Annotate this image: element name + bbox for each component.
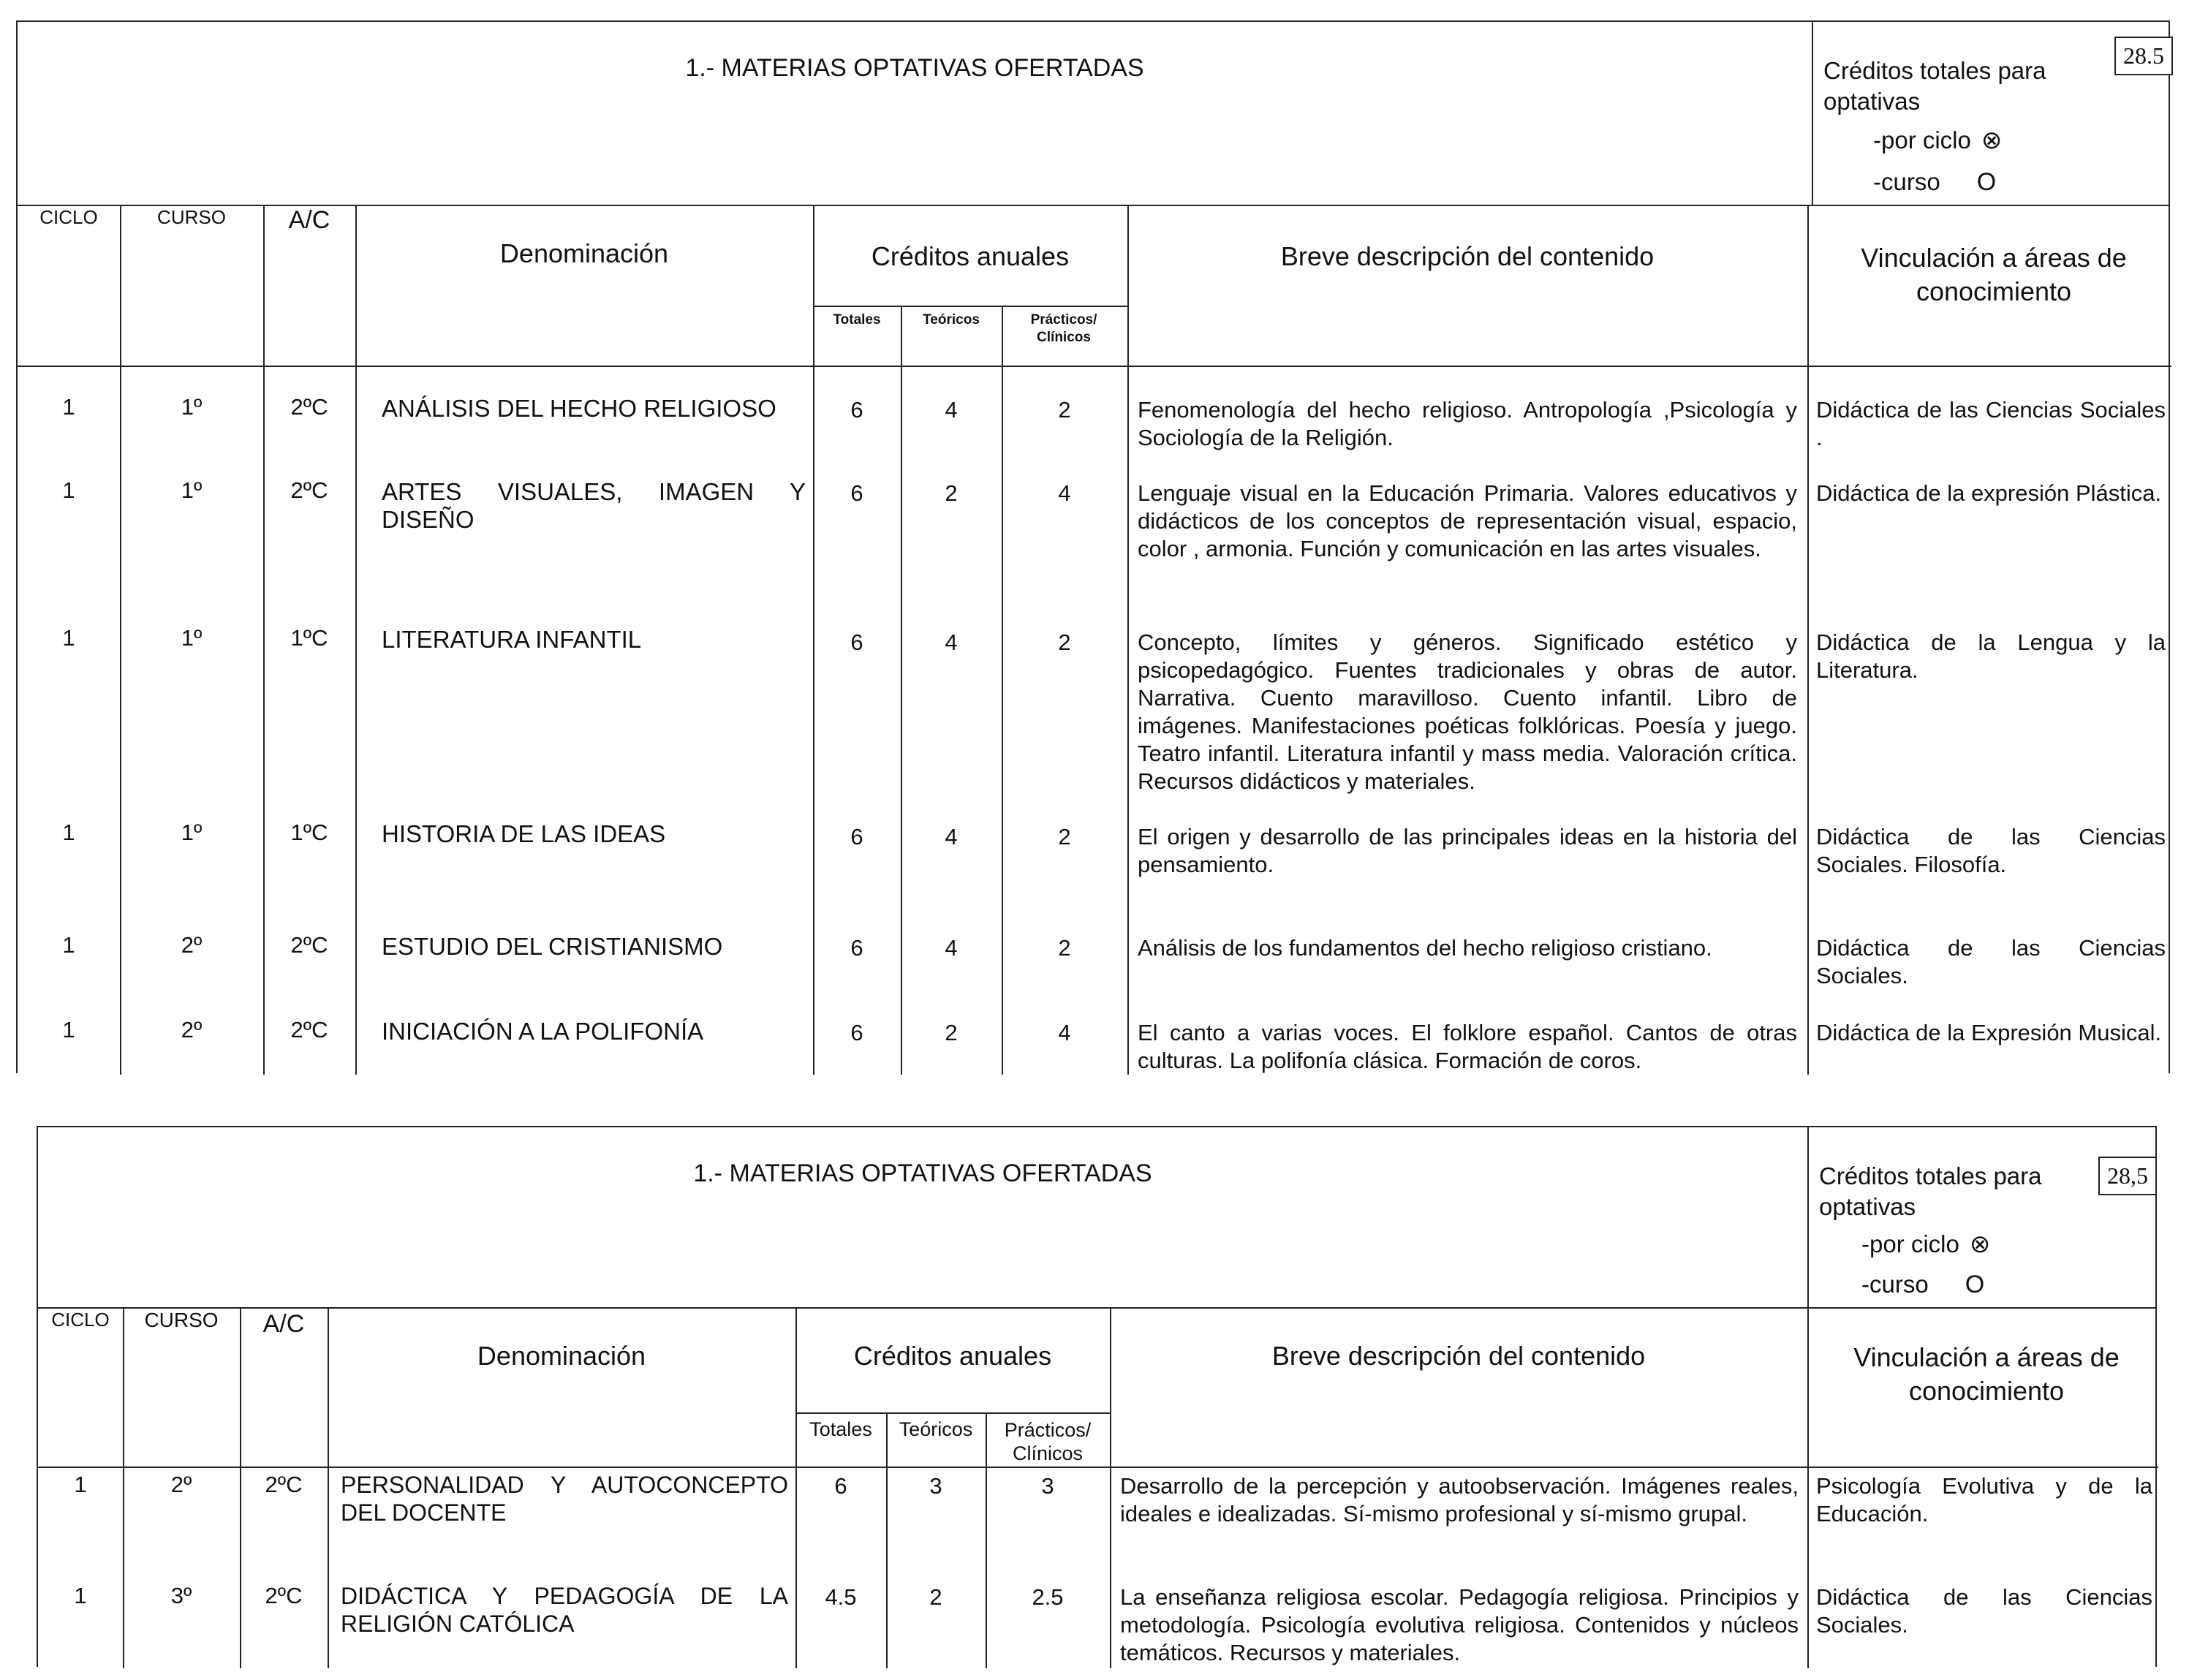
creditos-box	[1807, 1127, 2155, 1307]
cell-practicos: 2.5	[1032, 1584, 1064, 1610]
empty-circle-icon: O	[1965, 1271, 1985, 1298]
header-ciclo: CICLO	[39, 206, 98, 228]
cell-descripcion: El origen y desarrollo de las principales ideas en la historia del pensamiento.	[1138, 824, 1797, 877]
cell-teoricos: 3	[929, 1473, 942, 1499]
cell-ciclo: 1	[62, 477, 75, 503]
header-curso: CURSO	[157, 206, 226, 228]
cell-ciclo: 1	[74, 1583, 87, 1608]
cell-practicos: 2	[1058, 824, 1071, 850]
curso-label: -curso	[1861, 1271, 1929, 1298]
cell-totales: 6	[834, 1473, 847, 1499]
header-ciclo: CICLO	[51, 1309, 110, 1331]
curso-option	[1861, 1271, 1984, 1299]
creditos-value: 28.5	[2114, 37, 2173, 75]
cell-practicos: 2	[1058, 397, 1071, 423]
cell-teoricos: 4	[945, 824, 958, 850]
cell-vinculacion: Didáctica de las Ciencias Sociales.	[1816, 1584, 2152, 1638]
cell-curso: 2º	[181, 1017, 203, 1043]
cell-practicos: 3	[1041, 1473, 1054, 1499]
cell-denominacion: LITERATURA INFANTIL	[382, 626, 642, 653]
cell-teoricos: 2	[945, 1020, 958, 1045]
cell-vinculacion: Didáctica de las Ciencias Sociales.	[1816, 935, 2166, 988]
cell-ac: 1ºC	[290, 820, 328, 845]
header-vinculacion: Vinculación a áreas de conocimiento	[1861, 243, 2127, 306]
header-ac: A/C	[288, 206, 330, 234]
header-totales: Totales	[809, 1418, 872, 1440]
cell-vinculacion: Didáctica de las Ciencias Sociales .	[1816, 397, 2166, 450]
cell-descripcion: Concepto, límites y géneros. Significado estético y psicopedagógico. Fuentes tradicionales y obras de autor. Narrativa. Cuento maravilloso. Cuento infantil. Libro de imágenes. Manifestaciones poéticas folklóricas. Poesía y juego. Teatro infantil. Literatura infantil y mass media. Valoración crítica. Recursos didácticos y materiales.	[1138, 629, 1797, 794]
header-practicos: Prácticos/ Clínicos	[1004, 1419, 1092, 1464]
header-totales: Totales	[833, 312, 881, 328]
cell-descripcion: La enseñanza religiosa escolar. Pedagogía religiosa. Principios y metodología. Psicología evolutiva religiosa. Contenidos y núcleos temáticos. Recursos y materiales.	[1120, 1584, 1799, 1665]
cell-ciclo: 1	[62, 625, 75, 651]
table-header-2	[38, 1127, 2155, 1309]
cell-practicos: 4	[1058, 1020, 1071, 1045]
cell-denominacion: INICIACIÓN A LA POLIFONÍA	[382, 1018, 704, 1045]
optativas-table-2	[37, 1126, 2157, 1667]
cell-teoricos: 4	[945, 397, 958, 423]
por-ciclo-option	[1861, 1230, 1990, 1259]
cell-descripcion: Fenomenología del hecho religioso. Antropología ,Psicología y Sociología de la Religión.	[1138, 397, 1797, 450]
header-denominacion: Denominación	[477, 1341, 646, 1371]
header-denominacion: Denominación	[499, 238, 669, 268]
cell-vinculacion: Psicología Evolutiva y de la Educación.	[1816, 1473, 2152, 1526]
cell-practicos: 2	[1058, 935, 1071, 961]
cell-ac: 2ºC	[290, 932, 328, 958]
checked-circle-icon: ⊗	[1969, 1230, 1991, 1258]
cell-vinculacion: Didáctica de la Lengua y la Literatura.	[1816, 629, 2166, 683]
cell-ac: 1ºC	[290, 625, 328, 651]
page-title: 1.- MATERIAS OPTATIVAS OFERTADAS	[693, 1159, 1152, 1187]
page-title: 1.- MATERIAS OPTATIVAS OFERTADAS	[685, 54, 1144, 82]
cell-teoricos: 4	[945, 629, 958, 655]
cell-curso: 1º	[181, 394, 203, 420]
header-descripcion: Breve descripción del contenido	[1280, 241, 1655, 271]
cell-ac: 2ºC	[265, 1583, 303, 1608]
cell-ciclo: 1	[74, 1472, 87, 1497]
creditos-value: 28,5	[2098, 1157, 2157, 1195]
table-header-1	[18, 22, 2169, 206]
cell-teoricos: 2	[929, 1584, 942, 1610]
cell-denominacion: ESTUDIO DEL CRISTIANISMO	[382, 933, 723, 960]
cell-curso: 1º	[181, 477, 203, 503]
cell-curso: 2º	[170, 1472, 192, 1497]
checked-circle-icon: ⊗	[1981, 126, 2003, 154]
header-descripcion: Breve descripción del contenido	[1271, 1341, 1646, 1371]
header-teoricos: Teóricos	[899, 1418, 973, 1440]
cell-totales: 6	[850, 935, 863, 961]
cell-vinculacion: Didáctica de la expresión Plástica.	[1816, 480, 2162, 506]
header-creditos: Créditos anuales	[871, 241, 1070, 271]
cell-ciclo: 1	[62, 820, 75, 845]
cell-denominacion: PERSONALIDAD Y AUTOCONCEPTO DEL DOCENTE	[341, 1472, 788, 1526]
cell-descripcion: El canto a varias voces. El folklore español. Cantos de otras culturas. La polifonía clásica. Formación de coros.	[1138, 1020, 1797, 1073]
por-ciclo-label: -por ciclo	[1861, 1230, 1959, 1257]
cell-descripcion: Desarrollo de la percepción y autoobservación. Imágenes reales, ideales e idealizadas. Sí-mismo profesional y sí-mismo grupal.	[1120, 1473, 1799, 1526]
cell-denominacion: HISTORIA DE LAS IDEAS	[382, 820, 666, 847]
cell-denominacion: ANÁLISIS DEL HECHO RELIGIOSO	[382, 395, 776, 422]
cell-ac: 2ºC	[290, 1017, 328, 1043]
header-creditos: Créditos anuales	[853, 1341, 1052, 1371]
cell-descripcion: Análisis de los fundamentos del hecho religioso cristiano.	[1138, 935, 1712, 961]
creditos-label: Créditos totales para optativas	[1819, 1162, 2042, 1220]
cell-totales: 6	[850, 629, 863, 655]
cell-ciclo: 1	[62, 1017, 75, 1043]
header-curso: CURSO	[144, 1309, 219, 1331]
creditos-box	[1812, 22, 2169, 205]
cell-practicos: 2	[1058, 629, 1071, 655]
cell-totales: 6	[850, 480, 863, 506]
cell-denominacion: ARTES VISUALES, IMAGEN Y DISEÑO	[382, 478, 806, 533]
cell-totales: 6	[850, 824, 863, 850]
header-teoricos: Teóricos	[923, 312, 980, 328]
cell-vinculacion: Didáctica de la Expresión Musical.	[1816, 1020, 2162, 1045]
cell-curso: 2º	[181, 932, 203, 958]
cell-ciclo: 1	[62, 394, 75, 420]
cell-teoricos: 2	[945, 480, 958, 506]
cell-vinculacion: Didáctica de las Ciencias Sociales. Filosofía.	[1816, 824, 2166, 877]
cell-curso: 1º	[181, 625, 203, 651]
optativas-table-1	[16, 20, 2170, 1073]
cell-descripcion: Lenguaje visual en la Educación Primaria. Valores educativos y didácticos de los conceptos de representación visual, espacio, color , armonia. Función y comunicación en las artes visuales.	[1138, 480, 1797, 561]
header-ac: A/C	[262, 1310, 305, 1338]
cell-ac: 2ºC	[290, 394, 328, 420]
cell-teoricos: 4	[945, 935, 958, 961]
curso-option	[1873, 168, 1996, 197]
por-ciclo-label: -por ciclo	[1873, 126, 1971, 154]
cell-curso: 3º	[170, 1583, 192, 1608]
por-ciclo-option	[1873, 126, 2002, 155]
curso-label: -curso	[1873, 168, 1940, 195]
cell-ciclo: 1	[62, 932, 75, 958]
cell-totales: 6	[850, 1020, 863, 1045]
cell-ac: 2ºC	[290, 477, 328, 503]
cell-practicos: 4	[1058, 480, 1071, 506]
cell-denominacion: DIDÁCTICA Y PEDAGOGÍA DE LA RELIGIÓN CATÓLICA	[341, 1583, 788, 1637]
header-practicos: Prácticos/ Clínicos	[1030, 312, 1097, 345]
cell-ac: 2ºC	[265, 1472, 303, 1497]
creditos-label: Créditos totales para optativas	[1823, 57, 2046, 115]
cell-curso: 1º	[181, 820, 203, 845]
empty-circle-icon: O	[1976, 168, 1997, 196]
cell-totales: 6	[850, 397, 863, 423]
cell-totales: 4.5	[825, 1584, 857, 1610]
header-vinculacion: Vinculación a áreas de conocimiento	[1853, 1342, 2120, 1406]
